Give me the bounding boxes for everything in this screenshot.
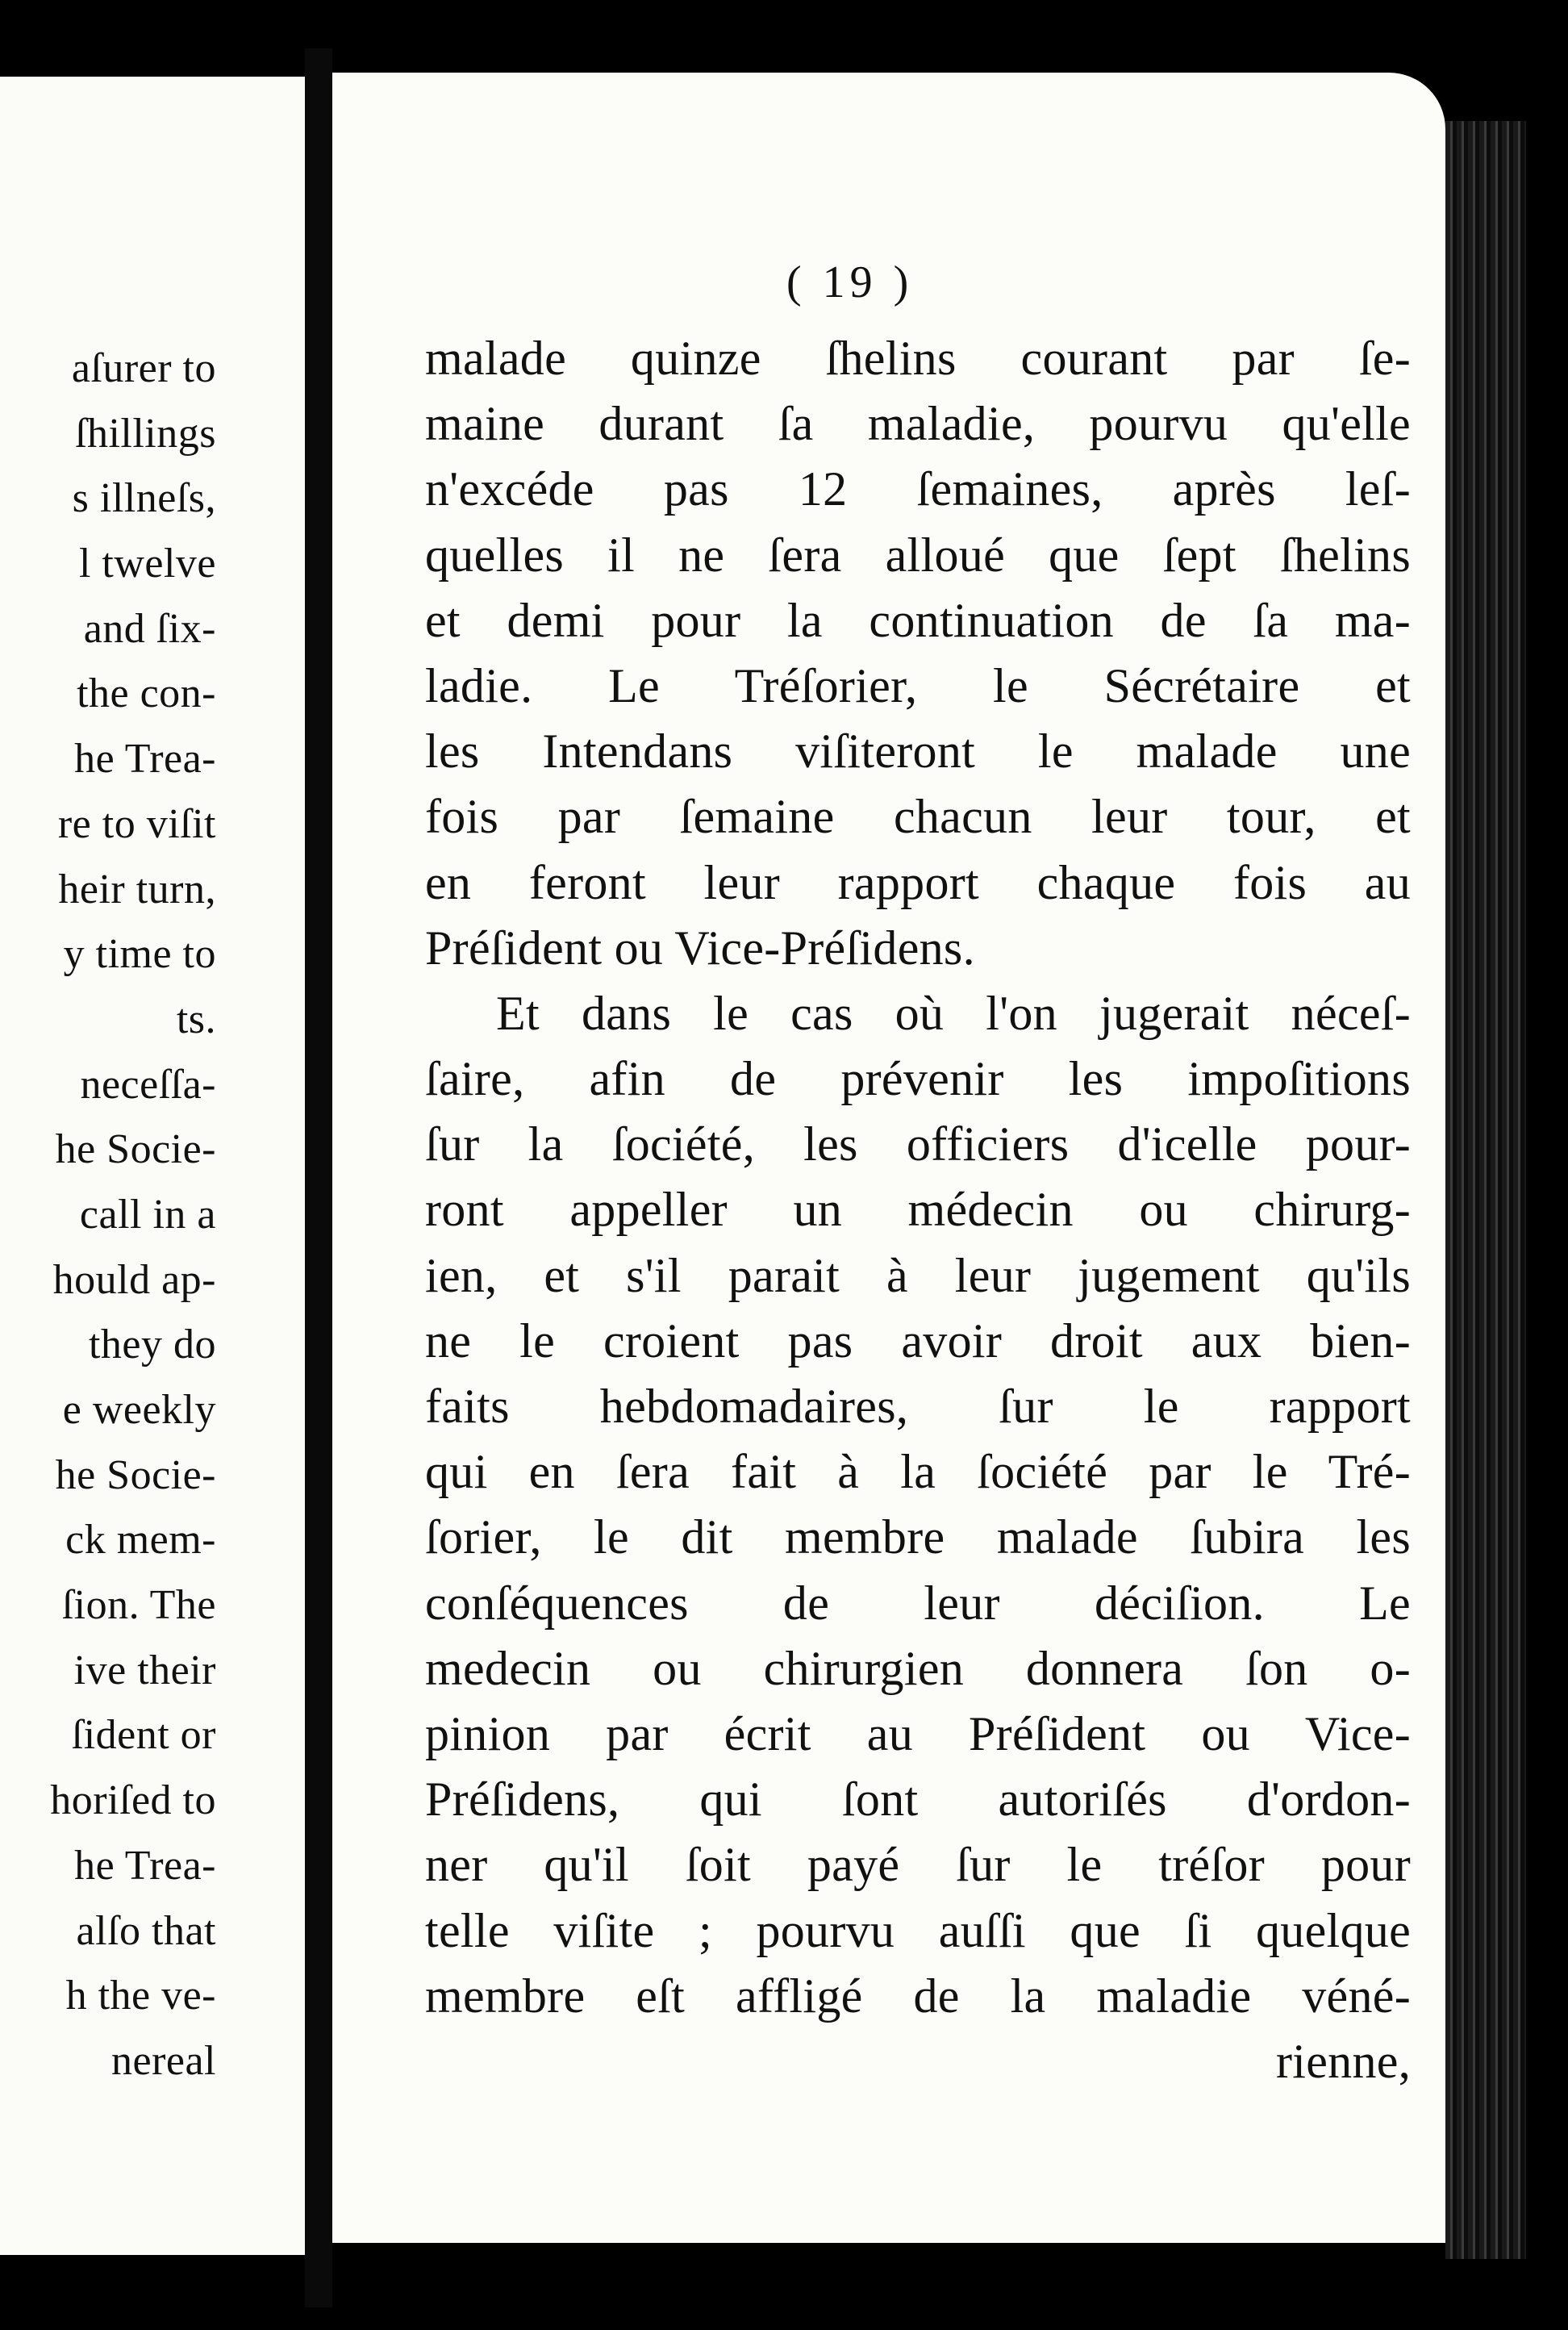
- book-gutter: [305, 48, 332, 2307]
- text-line: les Intendans viſiteront le malade une: [425, 724, 1411, 779]
- text-line: ien, et s'il parait à leur jugement qu'ils: [425, 1248, 1411, 1302]
- left-text-line: re to viſit: [57, 800, 216, 847]
- catchword: rienne,: [1275, 2034, 1411, 2088]
- left-text-line: hould ap-: [52, 1256, 216, 1303]
- left-text-line: horiſed to: [50, 1777, 216, 1824]
- text-line: faits hebdomadaires, ſur le rapport: [425, 1380, 1411, 1433]
- left-text-line: ck mem-: [65, 1517, 216, 1564]
- left-page: [0, 77, 305, 2255]
- left-text-line: alſo that: [76, 1907, 216, 1954]
- left-text-line: the con-: [77, 670, 216, 717]
- page-number: ( 19 ): [786, 257, 914, 307]
- text-line: ſorier, le dit membre malade ſubira les: [425, 1510, 1411, 1564]
- text-line: ne le croient pas avoir droit aux bien-: [425, 1313, 1411, 1368]
- left-text-line: l twelve: [78, 541, 216, 587]
- left-text-line: he Trea-: [74, 736, 216, 783]
- text-line: ront appeller un médecin ou chirurg-: [425, 1183, 1411, 1237]
- text-line: qui en ſera fait à la ſociété par le Tré-: [425, 1445, 1411, 1499]
- text-line: conſéquences de leur déciſion. Le: [425, 1576, 1411, 1630]
- text-line: Préſidens, qui ſont autoriſés d'ordon-: [425, 1773, 1411, 1827]
- left-text-line: aſurer to: [71, 345, 216, 391]
- left-text-line: he Socie-: [55, 1126, 216, 1173]
- text-line: n'excéde pas 12 ſemaines, après leſ-: [425, 462, 1411, 516]
- text-line: Préſident ou Vice-Préſidens.: [425, 921, 975, 975]
- left-text-line: y time to: [63, 931, 216, 978]
- text-line: fois par ſemaine chacun leur tour, et: [425, 790, 1411, 844]
- left-text-line: ſident or: [71, 1712, 216, 1759]
- left-text-line: ſhillings: [75, 410, 216, 457]
- text-line: medecin ou chirurgien donnera ſon o-: [425, 1641, 1411, 1695]
- text-line: telle viſite ; pourvu auſſi que ſi quelque: [425, 1903, 1411, 1957]
- left-text-line: call in a: [79, 1191, 216, 1238]
- text-line: ner qu'il ſoit payé ſur le tréſor pour: [425, 1838, 1411, 1892]
- left-text-line: neceſſa-: [80, 1061, 216, 1108]
- left-page-text: [0, 336, 216, 2094]
- text-line: quelles il ne ſera alloué que ſept ſhelins: [425, 528, 1411, 582]
- left-text-line: ts.: [176, 996, 216, 1042]
- text-line: ladie. Le Tréſorier, le Sécrétaire et: [425, 658, 1411, 712]
- text-line: ſaire, afin de prévenir les impoſitions: [425, 1052, 1411, 1106]
- left-text-line: heir turn,: [58, 866, 216, 912]
- left-text-line: and ſix-: [83, 605, 216, 652]
- text-line: Et dans le cas où l'on jugerait néceſ-: [496, 986, 1411, 1040]
- left-text-line: he Socie-: [55, 1451, 216, 1498]
- page-edge: [1445, 121, 1526, 2259]
- left-text-line: nereal: [111, 2037, 216, 2084]
- text-line: malade quinze ſhelins courant par ſe-: [425, 332, 1411, 385]
- left-text-line: they do: [88, 1322, 216, 1368]
- left-text-line: he Trea-: [74, 1842, 216, 1889]
- left-text-line: ſion. The: [61, 1582, 216, 1629]
- left-text-line: h the ve-: [65, 1973, 216, 2019]
- text-line: et demi pour la continuation de ſa ma-: [425, 593, 1411, 647]
- text-line: ſur la ſociété, les officiers d'icelle pour-: [425, 1117, 1411, 1171]
- left-text-line: s illneſs,: [72, 475, 216, 522]
- text-line: membre eſt affligé de la maladie véné-: [425, 1969, 1411, 2023]
- text-line: pinion par écrit au Préſident ou Vice-: [425, 1706, 1411, 1760]
- right-page-text: [425, 326, 1411, 2094]
- text-line: en feront leur rapport chaque fois au: [425, 855, 1411, 909]
- left-text-line: ive their: [73, 1647, 216, 1693]
- left-text-line: e weekly: [62, 1387, 216, 1433]
- text-line: maine durant ſa maladie, pourvu qu'elle: [425, 397, 1411, 451]
